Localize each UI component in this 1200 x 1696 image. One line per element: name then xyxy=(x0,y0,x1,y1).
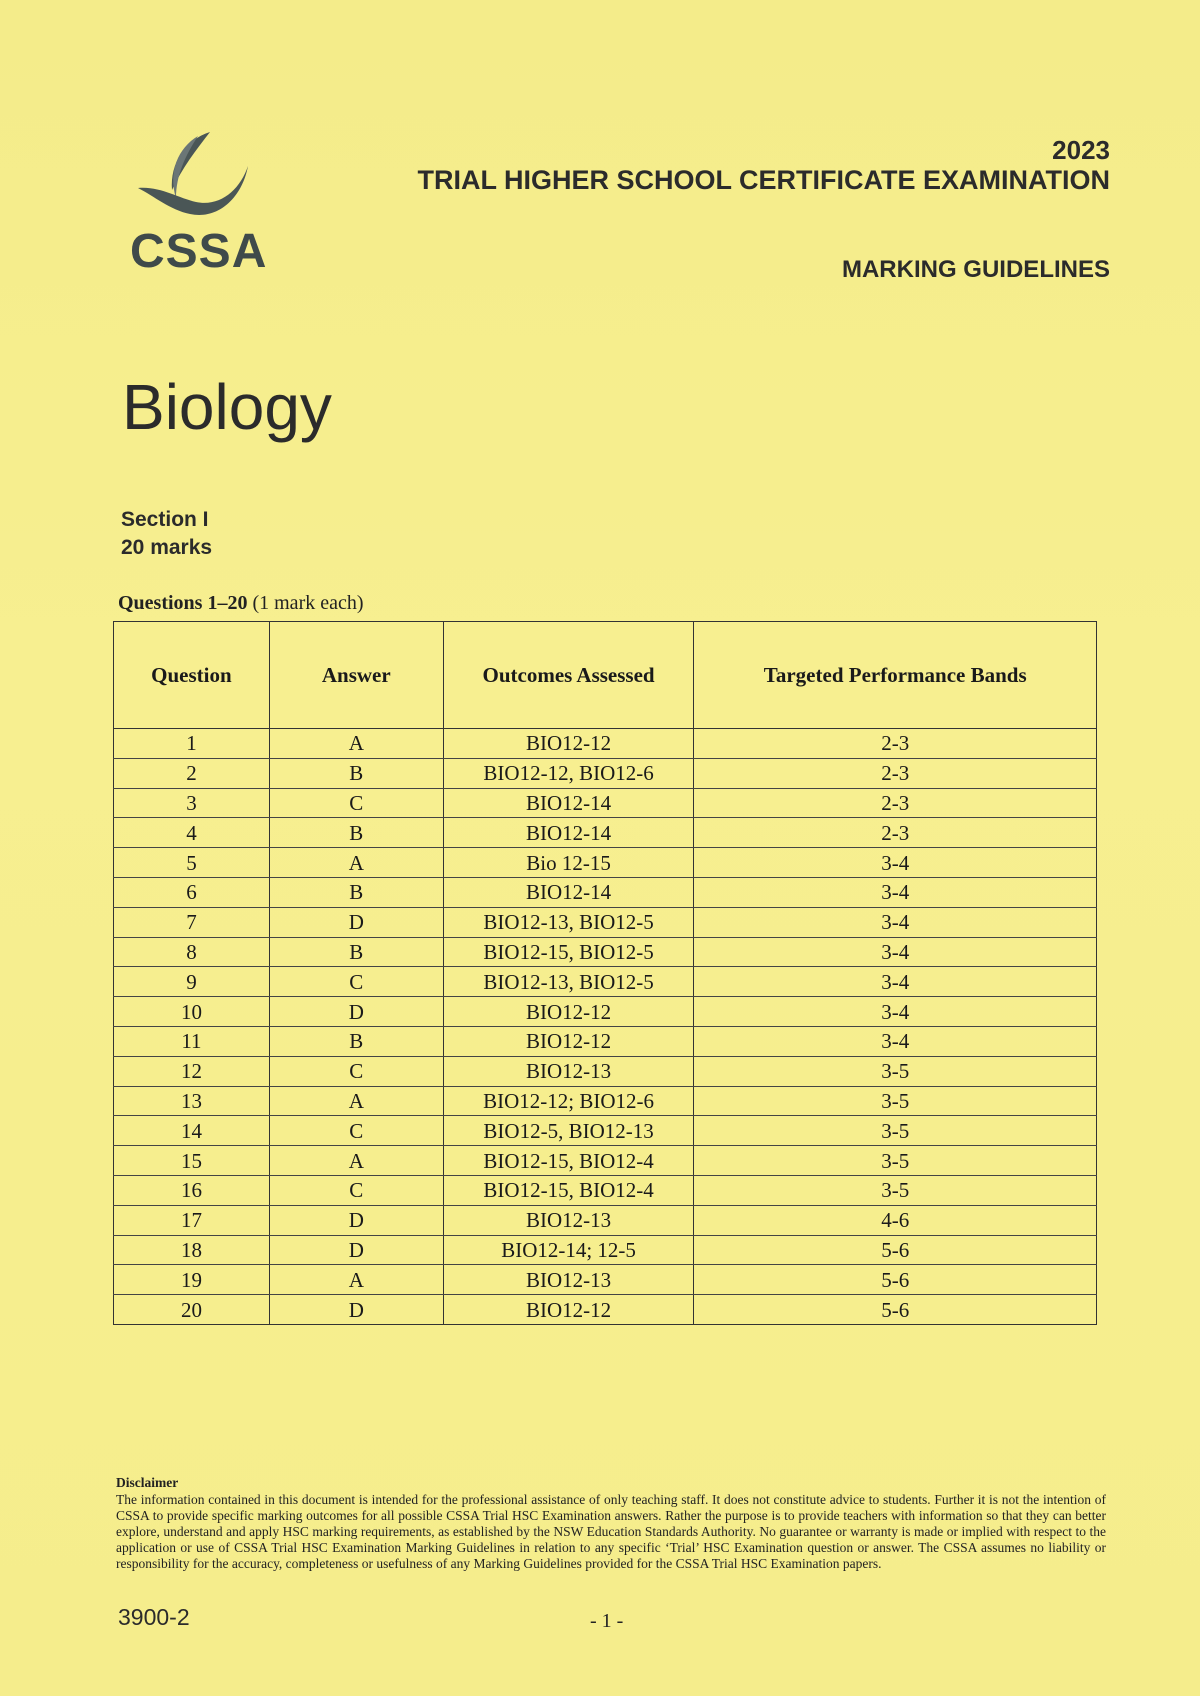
outcomes-cell: BIO12-12 xyxy=(443,729,694,759)
outcomes-cell: BIO12-12 xyxy=(443,1026,694,1056)
bands-cell: 5-6 xyxy=(694,1235,1097,1265)
section-name: Section I xyxy=(121,508,209,531)
question-cell: 5 xyxy=(114,848,270,878)
outcomes-cell: BIO12-15, BIO12-5 xyxy=(443,937,694,967)
disclaimer-title: Disclaimer xyxy=(116,1475,179,1490)
table-row xyxy=(114,1205,1097,1235)
answer-cell: D xyxy=(269,1235,443,1265)
outcomes-cell: BIO12-15, BIO12-4 xyxy=(443,1175,694,1205)
question-cell: 4 xyxy=(114,818,270,848)
outcomes-cell: BIO12-14; 12-5 xyxy=(443,1235,694,1265)
table-row xyxy=(114,1235,1097,1265)
question-cell: 14 xyxy=(114,1116,270,1146)
table-row xyxy=(114,1116,1097,1146)
table-row xyxy=(114,937,1097,967)
question-cell: 16 xyxy=(114,1175,270,1205)
questions-caption xyxy=(118,592,364,615)
section-marks: 20 marks xyxy=(121,536,213,559)
exam-year: 2023 xyxy=(1052,135,1110,165)
table-row xyxy=(114,788,1097,818)
marking-table xyxy=(113,621,1097,1325)
outcomes-cell: BIO12-5, BIO12-13 xyxy=(443,1116,694,1146)
bands-cell: 3-5 xyxy=(694,1086,1097,1116)
cssa-logo xyxy=(120,128,270,278)
leaf-swoosh-icon xyxy=(130,128,260,228)
table-row xyxy=(114,877,1097,907)
table-row xyxy=(114,848,1097,878)
answer-cell: D xyxy=(269,1295,443,1325)
question-cell: 1 xyxy=(114,729,270,759)
answer-cell: C xyxy=(269,788,443,818)
exam-title: TRIAL HIGHER SCHOOL CERTIFICATE EXAMINATION xyxy=(417,165,1110,195)
outcomes-cell: BIO12-12 xyxy=(443,1295,694,1325)
bands-cell: 3-5 xyxy=(694,1116,1097,1146)
table-row xyxy=(114,1265,1097,1295)
page-number: - 1 - xyxy=(590,1610,624,1632)
bands-cell: 3-5 xyxy=(694,1146,1097,1176)
question-cell: 7 xyxy=(114,907,270,937)
bands-cell: 2-3 xyxy=(694,729,1097,759)
table-row xyxy=(114,1146,1097,1176)
answer-cell: C xyxy=(269,967,443,997)
col-header-answer: Answer xyxy=(269,622,443,729)
col-header-outcomes: Outcomes Assessed xyxy=(443,622,694,729)
question-cell: 10 xyxy=(114,997,270,1027)
answer-cell: D xyxy=(269,1205,443,1235)
answer-cell: B xyxy=(269,937,443,967)
table-row xyxy=(114,1295,1097,1325)
table-body xyxy=(114,729,1097,1325)
answer-cell: A xyxy=(269,1265,443,1295)
outcomes-cell: BIO12-15, BIO12-4 xyxy=(443,1146,694,1176)
bands-cell: 3-5 xyxy=(694,1175,1097,1205)
question-cell: 15 xyxy=(114,1146,270,1176)
outcomes-cell: BIO12-12 xyxy=(443,997,694,1027)
question-cell: 13 xyxy=(114,1086,270,1116)
bands-cell: 3-5 xyxy=(694,1056,1097,1086)
answer-cell: C xyxy=(269,1175,443,1205)
outcomes-cell: BIO12-12, BIO12-6 xyxy=(443,758,694,788)
bands-cell: 3-4 xyxy=(694,848,1097,878)
answer-cell: A xyxy=(269,1146,443,1176)
subject-title: Biology xyxy=(122,371,332,443)
outcomes-cell: BIO12-13 xyxy=(443,1265,694,1295)
question-cell: 19 xyxy=(114,1265,270,1295)
table-row xyxy=(114,758,1097,788)
bands-cell: 4-6 xyxy=(694,1205,1097,1235)
outcomes-cell: BIO12-14 xyxy=(443,818,694,848)
outcomes-cell: BIO12-14 xyxy=(443,788,694,818)
table-row xyxy=(114,729,1097,759)
outcomes-cell: BIO12-12; BIO12-6 xyxy=(443,1086,694,1116)
disclaimer-text: The information contained in this document is intended for the professional assistance of only teaching staff. It does not constitute advice to students. Further it is not the intention of CSSA to provide specific marking outcomes for all possible CSSA Trial HSC Examination answers. Rather the purpose is to provide teachers with information so that they can better explore, understand and apply HSC marking requirements, as established by the NSW Education Standards Authority. No guarantee or warranty is made or implied with respect to the application or use of CSSA Trial HSC Examination Marking Guidelines in relation to any specific ‘Trial’ HSC Examination question or answer. The CSSA assumes no liability or responsibility for the accuracy, completeness or usefulness of any Marking Guidelines provided for the CSSA Trial HSC Examination papers. xyxy=(116,1492,1106,1571)
table-row xyxy=(114,967,1097,997)
document-type: MARKING GUIDELINES xyxy=(841,256,1110,283)
section-heading xyxy=(121,506,212,562)
table-row xyxy=(114,1026,1097,1056)
table-row xyxy=(114,818,1097,848)
col-header-bands: Targeted Performance Bands xyxy=(694,622,1097,729)
outcomes-cell: BIO12-13, BIO12-5 xyxy=(443,967,694,997)
bands-cell: 3-4 xyxy=(694,1026,1097,1056)
bands-cell: 5-6 xyxy=(694,1265,1097,1295)
question-cell: 17 xyxy=(114,1205,270,1235)
question-cell: 6 xyxy=(114,877,270,907)
outcomes-cell: BIO12-13 xyxy=(443,1205,694,1235)
answer-cell: A xyxy=(269,848,443,878)
table-row xyxy=(114,907,1097,937)
bands-cell: 3-4 xyxy=(694,907,1097,937)
disclaimer xyxy=(116,1475,1106,1572)
bands-cell: 3-4 xyxy=(694,877,1097,907)
table-row xyxy=(114,1086,1097,1116)
answer-cell: D xyxy=(269,907,443,937)
logo-text: CSSA xyxy=(130,225,268,278)
bands-cell: 3-4 xyxy=(694,967,1097,997)
answer-cell: A xyxy=(269,1086,443,1116)
outcomes-cell: BIO12-13, BIO12-5 xyxy=(443,907,694,937)
col-header-question: Question xyxy=(114,622,270,729)
table-row xyxy=(114,1175,1097,1205)
answer-cell: D xyxy=(269,997,443,1027)
table-header-row xyxy=(114,622,1097,729)
question-cell: 20 xyxy=(114,1295,270,1325)
question-cell: 3 xyxy=(114,788,270,818)
bands-cell: 2-3 xyxy=(694,758,1097,788)
outcomes-cell: Bio 12-15 xyxy=(443,848,694,878)
answer-cell: C xyxy=(269,1056,443,1086)
question-cell: 18 xyxy=(114,1235,270,1265)
bands-cell: 5-6 xyxy=(694,1295,1097,1325)
answer-cell: B xyxy=(269,877,443,907)
document-code: 3900-2 xyxy=(118,1604,190,1630)
bands-cell: 2-3 xyxy=(694,788,1097,818)
bands-cell: 2-3 xyxy=(694,818,1097,848)
question-cell: 11 xyxy=(114,1026,270,1056)
questions-note: (1 mark each) xyxy=(252,592,364,614)
question-cell: 8 xyxy=(114,937,270,967)
bands-cell: 3-4 xyxy=(694,997,1097,1027)
question-cell: 9 xyxy=(114,967,270,997)
answer-cell: B xyxy=(269,1026,443,1056)
answer-cell: B xyxy=(269,818,443,848)
bands-cell: 3-4 xyxy=(694,937,1097,967)
question-cell: 12 xyxy=(114,1056,270,1086)
answer-cell: B xyxy=(269,758,443,788)
outcomes-cell: BIO12-13 xyxy=(443,1056,694,1086)
outcomes-cell: BIO12-14 xyxy=(443,877,694,907)
questions-range: Questions 1–20 xyxy=(118,592,248,614)
table-row xyxy=(114,997,1097,1027)
answer-cell: C xyxy=(269,1116,443,1146)
answer-cell: A xyxy=(269,729,443,759)
table-row xyxy=(114,1056,1097,1086)
question-cell: 2 xyxy=(114,758,270,788)
